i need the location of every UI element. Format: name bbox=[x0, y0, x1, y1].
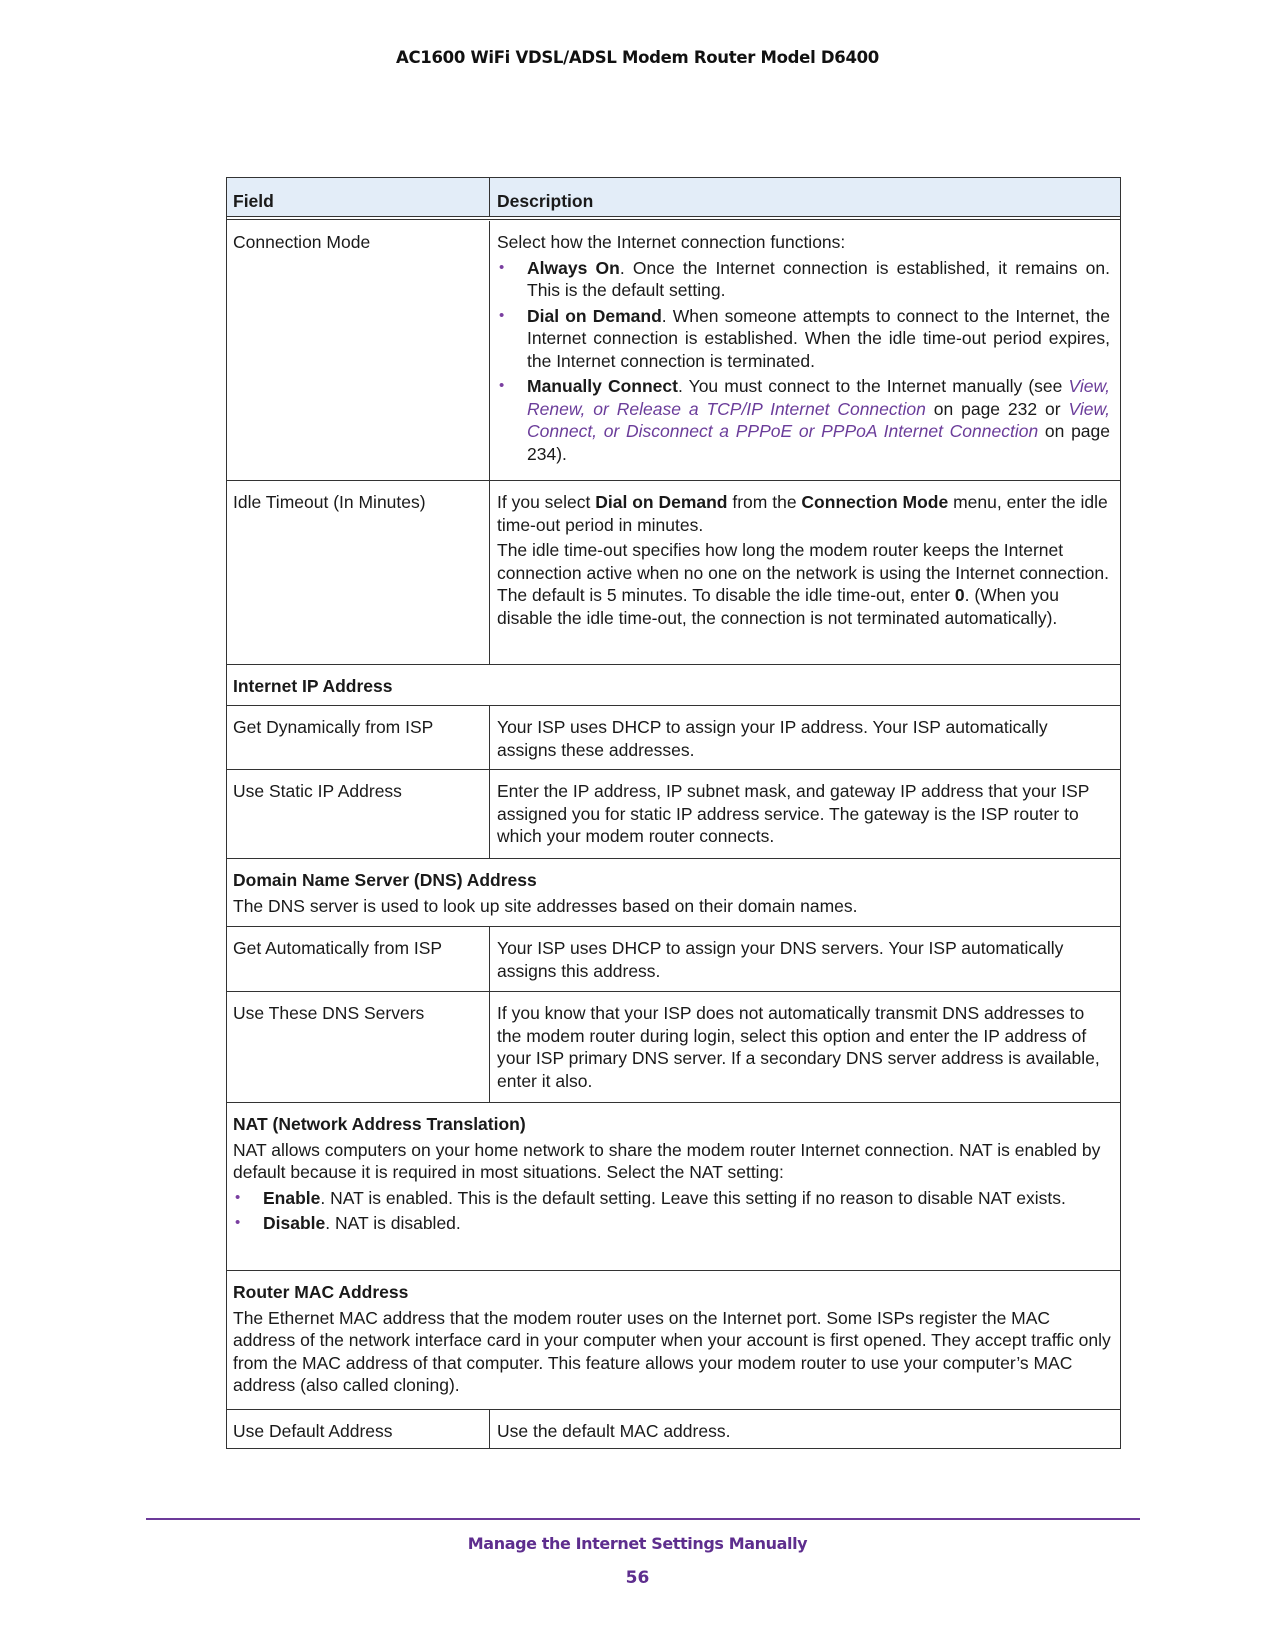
idle-timeout-para-2 bbox=[497, 539, 1110, 629]
option-term: Enable bbox=[263, 1187, 321, 1208]
section-title-internet-ip bbox=[227, 665, 1120, 705]
connection-mode-intro: Select how the Internet connection functions: bbox=[497, 232, 846, 252]
text: The idle time-out specifies how long the modem router keeps the Internet connection active when no one on the network is using the Internet connection. The default is 5 minutes. To disable the idle time-out, enter bbox=[497, 540, 1109, 605]
idle-timeout-para-1 bbox=[497, 491, 1110, 536]
bullet-icon: • bbox=[499, 258, 505, 276]
text: . (When you disable the idle time-out, the connection is not terminated automatically). bbox=[497, 585, 1059, 628]
description-use-static-ip: Enter the IP address, IP subnet mask, and gateway IP address that your ISP assigned you for static IP address service. The gateway is the ISP router to which your modem router connects. bbox=[489, 770, 1120, 858]
table-row-use-static-ip bbox=[227, 769, 1120, 858]
section-row-nat bbox=[227, 1102, 1120, 1270]
section-text-dns: The DNS server is used to look up site addresses based on their domain names. bbox=[233, 895, 858, 916]
option-text: . NAT is disabled. bbox=[325, 1213, 461, 1233]
option-always-on bbox=[497, 257, 1110, 302]
text: If you select bbox=[497, 492, 596, 512]
field-idle-timeout: Idle Timeout (In Minutes) bbox=[233, 492, 426, 512]
section-dns bbox=[227, 859, 1120, 926]
field-use-default-address: Use Default Address bbox=[233, 1421, 393, 1441]
link-view-renew-release-tcpip[interactable]: View, Renew, or Release a TCP/IP Internet Connection bbox=[527, 376, 1110, 419]
table-row-use-default-address bbox=[227, 1409, 1120, 1448]
section-heading-nat bbox=[233, 1113, 1112, 1136]
table-row-get-dynamically bbox=[227, 705, 1120, 769]
field-use-these-dns: Use These DNS Servers bbox=[233, 1003, 425, 1023]
term-dial-on-demand: Dial on Demand bbox=[595, 492, 728, 512]
footer-section-title: Manage the Internet Settings Manually bbox=[467, 1534, 808, 1553]
option-manually-connect bbox=[497, 375, 1110, 465]
section-row-dns bbox=[227, 858, 1120, 926]
term-zero: 0 bbox=[954, 585, 965, 605]
section-router-mac bbox=[227, 1271, 1120, 1409]
bullet-icon: • bbox=[235, 1188, 241, 1206]
bullet-icon: • bbox=[499, 306, 505, 324]
option-term: Manually Connect bbox=[527, 376, 678, 396]
section-row-router-mac bbox=[227, 1270, 1120, 1409]
description-connection-mode bbox=[489, 221, 1120, 480]
option-text: . Once the Internet connection is established, it remains on. This is the default setting. bbox=[527, 257, 1110, 300]
section-heading-dns bbox=[233, 869, 1112, 892]
option-text: on page 234). bbox=[527, 421, 1110, 464]
section-text-mac: The Ethernet MAC address that the modem router uses on the Internet port. Some ISPs register the MAC address of the network interface card in your computer when your account is first opened. They accept traffic only from the MAC address of that computer. This feature allows your modem router to use your computer’s MAC address (also called cloning). bbox=[233, 1307, 1111, 1395]
section-heading: Internet IP Address bbox=[233, 676, 393, 696]
bullet-icon: • bbox=[499, 377, 505, 394]
table-row-connection-mode bbox=[227, 221, 1120, 480]
option-text: . You must connect to the Internet manually (see bbox=[677, 376, 1069, 396]
section-heading: Domain Name Server (DNS) Address bbox=[233, 870, 537, 890]
settings-table bbox=[226, 177, 1121, 1449]
bullet-icon: • bbox=[235, 1214, 241, 1231]
option-term: Always On bbox=[527, 257, 620, 278]
table-row-get-automatically bbox=[227, 926, 1120, 991]
page-number: 56 bbox=[625, 1568, 650, 1588]
footer-divider bbox=[146, 1518, 1140, 1520]
section-text-nat: NAT allows computers on your home network to share the modem router Internet connection. NAT is enabled by default because it is required in most situations. Select the NAT setting: bbox=[233, 1139, 1101, 1182]
column-header-field: Field bbox=[233, 191, 274, 211]
field-connection-mode: Connection Mode bbox=[233, 232, 371, 252]
document-header-title: AC1600 WiFi VDSL/ADSL Modem Router Model D6400 bbox=[396, 48, 879, 67]
option-text: . When someone attempts to connect to the Internet, the Internet connection is established. When the idle time-out period expires, the Internet connection is terminated. bbox=[527, 305, 1110, 371]
field-use-static-ip: Use Static IP Address bbox=[233, 781, 402, 801]
option-dial-on-demand bbox=[497, 305, 1110, 373]
connection-mode-options bbox=[497, 257, 1110, 466]
option-text: on page 232 or bbox=[925, 398, 1069, 419]
table-row-use-these-dns bbox=[227, 991, 1120, 1102]
option-enable bbox=[233, 1187, 1112, 1210]
section-heading-mac bbox=[233, 1281, 1112, 1304]
header-double-rule bbox=[227, 216, 1120, 220]
section-nat bbox=[227, 1103, 1120, 1270]
option-term: Dial on Demand bbox=[527, 305, 662, 326]
table-header-row bbox=[227, 178, 1120, 217]
link-view-connect-disconnect-pppoe[interactable]: View, Connect, or Disconnect a PPPoE or PPPoA Internet Connection bbox=[527, 398, 1110, 441]
description-get-dynamically: Your ISP uses DHCP to assign your IP address. Your ISP automatically assigns these addresses. bbox=[489, 706, 1120, 769]
column-header-description: Description bbox=[489, 178, 1120, 217]
table-row-idle-timeout bbox=[227, 480, 1120, 664]
nat-options bbox=[233, 1187, 1112, 1235]
description-use-these-dns: If you know that your ISP does not automatically transmit DNS addresses to the modem router during login, select this option and enter the IP address of your ISP primary DNS server. If a secondary DNS server address is available, enter it also. bbox=[489, 992, 1120, 1102]
section-heading: Router MAC Address bbox=[233, 1282, 409, 1302]
option-term: Disable bbox=[263, 1213, 326, 1233]
section-heading: NAT (Network Address Translation) bbox=[233, 1114, 526, 1134]
term-connection-mode: Connection Mode bbox=[801, 492, 949, 512]
description-get-automatically: Your ISP uses DHCP to assign your DNS servers. Your ISP automatically assigns this address. bbox=[489, 927, 1120, 991]
text: menu, enter the idle time-out period in minutes. bbox=[497, 492, 1108, 535]
option-text: . NAT is enabled. This is the default setting. Leave this setting if no reason to disable NAT exists. bbox=[320, 1187, 1066, 1208]
description-use-default-address: Use the default MAC address. bbox=[489, 1410, 1120, 1448]
field-get-automatically: Get Automatically from ISP bbox=[233, 938, 443, 958]
field-get-dynamically: Get Dynamically from ISP bbox=[233, 717, 434, 737]
text: from the bbox=[727, 492, 802, 512]
option-disable bbox=[233, 1212, 1112, 1235]
section-row-internet-ip bbox=[227, 664, 1120, 705]
description-idle-timeout bbox=[489, 481, 1120, 664]
